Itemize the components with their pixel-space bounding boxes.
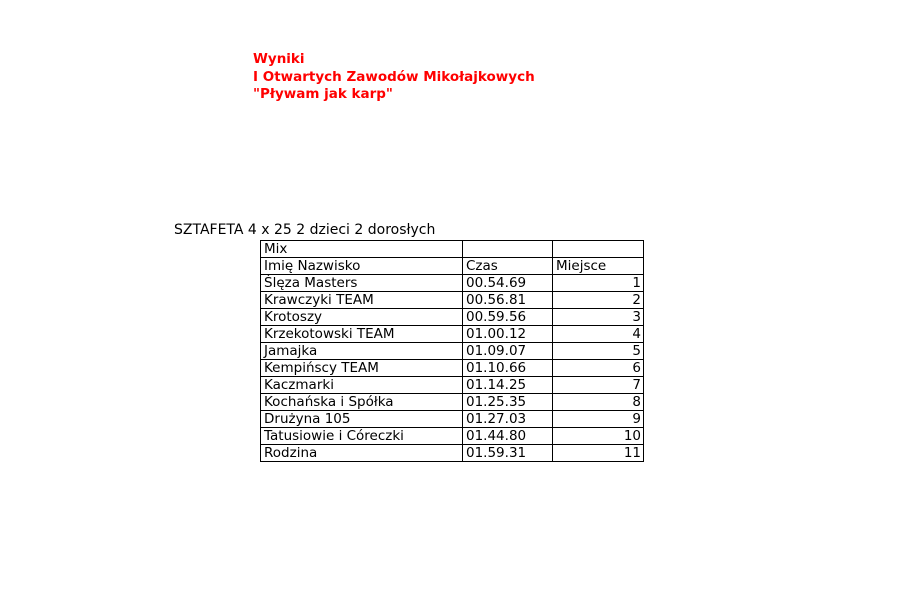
table-row (261, 326, 644, 343)
time-cell: 00.59.56 (463, 309, 553, 326)
team-name-cell: Ślęza Masters (261, 275, 463, 292)
time-cell: 01.14.25 (463, 377, 553, 394)
team-name-cell: Krotoszy (261, 309, 463, 326)
results-title (253, 51, 535, 104)
title-line-results: Wyniki (253, 51, 305, 67)
team-name-cell: Krawczyki TEAM (261, 292, 463, 309)
time-cell: 01.00.12 (463, 326, 553, 343)
header-place: Miejsce (553, 258, 644, 275)
team-name-cell: Tatusiowie i Córeczki (261, 428, 463, 445)
header-row (261, 258, 644, 275)
table-row (261, 411, 644, 428)
table-row (261, 343, 644, 360)
team-name-cell: Krzekotowski TEAM (261, 326, 463, 343)
title-line-slogan: "Pływam jak karp" (253, 86, 393, 102)
time-cell: 01.44.80 (463, 428, 553, 445)
table-row (261, 445, 644, 462)
time-cell: 01.27.03 (463, 411, 553, 428)
place-cell: 3 (553, 309, 644, 326)
place-cell: 8 (553, 394, 644, 411)
time-cell: 01.59.31 (463, 445, 553, 462)
team-name-cell: Rodzina (261, 445, 463, 462)
category-row (261, 241, 644, 258)
place-cell: 2 (553, 292, 644, 309)
place-cell: 4 (553, 326, 644, 343)
table-row (261, 309, 644, 326)
time-cell: 00.56.81 (463, 292, 553, 309)
table-row (261, 292, 644, 309)
empty-cell (463, 241, 553, 258)
team-name-cell: Jamajka (261, 343, 463, 360)
time-cell: 01.25.35 (463, 394, 553, 411)
time-cell: 01.10.66 (463, 360, 553, 377)
relay-section-title: SZTAFETA 4 x 25 2 dzieci 2 dorosłych (174, 222, 436, 238)
header-name: Imię Nazwisko (261, 258, 463, 275)
place-cell: 9 (553, 411, 644, 428)
time-cell: 01.09.07 (463, 343, 553, 360)
empty-cell (553, 241, 644, 258)
team-name-cell: Kaczmarki (261, 377, 463, 394)
place-cell: 1 (553, 275, 644, 292)
title-line-event: I Otwartych Zawodów Mikołajkowych (253, 68, 535, 85)
table-row (261, 275, 644, 292)
team-name-cell: Drużyna 105 (261, 411, 463, 428)
place-cell: 5 (553, 343, 644, 360)
place-cell: 11 (553, 445, 644, 462)
header-time: Czas (463, 258, 553, 275)
team-name-cell: Kochańska i Spółka (261, 394, 463, 411)
table-row (261, 377, 644, 394)
team-name-cell: Kempińscy TEAM (261, 360, 463, 377)
category-cell: Mix (261, 241, 463, 258)
table-row (261, 394, 644, 411)
place-cell: 10 (553, 428, 644, 445)
place-cell: 7 (553, 377, 644, 394)
results-table (260, 240, 644, 462)
table-row (261, 428, 644, 445)
time-cell: 00.54.69 (463, 275, 553, 292)
table-row (261, 360, 644, 377)
place-cell: 6 (553, 360, 644, 377)
